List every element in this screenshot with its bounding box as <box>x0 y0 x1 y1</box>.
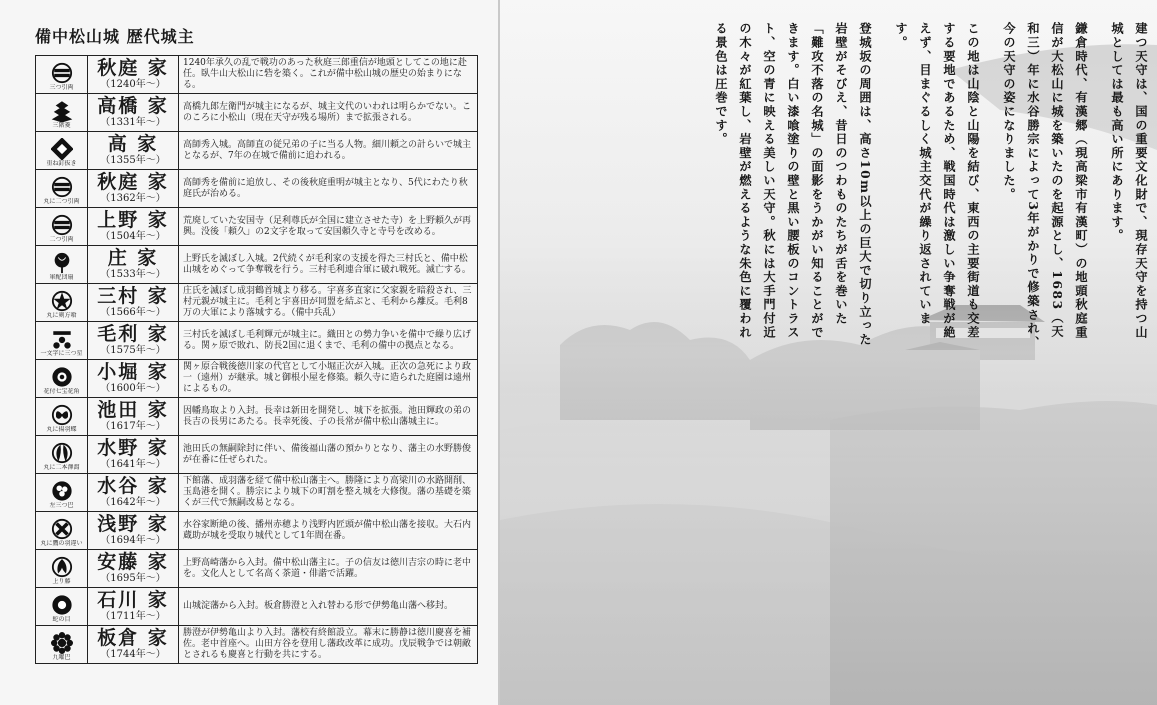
crest-cell <box>36 436 88 474</box>
clan-cell <box>88 246 179 284</box>
crest-cell <box>36 94 88 132</box>
clan-cell <box>88 94 179 132</box>
lord-row <box>36 436 478 474</box>
clan-cell <box>88 588 179 626</box>
kasane-kuginuki-crest <box>36 138 87 160</box>
start-year: （1617年〜） <box>100 421 166 432</box>
clan-name: 池田 家 <box>97 399 169 421</box>
start-year: （1533年〜） <box>100 269 166 280</box>
crest-cell <box>36 284 88 322</box>
maruni-takanohane-crest <box>36 518 87 540</box>
clan-name: 上野 家 <box>97 209 169 231</box>
lord-row <box>36 94 478 132</box>
crest-cell <box>36 322 88 360</box>
clan-name: 浅野 家 <box>97 513 169 535</box>
crest-name: 丸に二つ引両 <box>43 197 80 205</box>
crest-name: 重ね釘抜き <box>46 159 77 167</box>
lord-row <box>36 474 478 512</box>
clan-name: 板倉 家 <box>97 627 169 649</box>
description-paragraph: 建つ天守は、国の重要文化財で、現存天守を持つ山城としては最も高い所にあります。 <box>1110 22 1148 340</box>
start-year: （1694年〜） <box>100 535 166 546</box>
sangai-bishi-crest <box>36 100 87 122</box>
clan-name: 秋庭 家 <box>97 171 169 193</box>
lord-row <box>36 208 478 246</box>
crest-name: 丸に二本澤瀉 <box>43 463 80 471</box>
crest-name: 左三つ巴 <box>49 501 74 509</box>
clan-cell <box>88 170 179 208</box>
lord-row <box>36 246 478 284</box>
castle-description <box>697 22 1153 352</box>
lord-description: 関ヶ原合戦後徳川家の代官として小堀正次が入城。正次の急死により政一（遠州）が継承。城と御根小屋を修築。頼久寺に造られた庭園は遠州によるもの。 <box>179 360 478 398</box>
lord-row <box>36 588 478 626</box>
crest-name: 二つ引両 <box>49 235 74 243</box>
lord-description: 水谷家断絶の後、播州赤穂より浅野内匠頭が備中松山藩を接収。大石内蔵助が城を受取り城代として1年間在番。 <box>179 512 478 550</box>
crest-name: 丸に鷹の羽違い <box>40 539 83 547</box>
crest-name: 上り藤 <box>52 577 71 585</box>
crest-cell <box>36 360 88 398</box>
maruni-agehacho-crest <box>36 404 87 426</box>
crest-name: 丸に剣方喰 <box>46 311 77 319</box>
clan-name: 毛利 家 <box>97 323 169 345</box>
clan-name: 石川 家 <box>97 589 169 611</box>
lord-row <box>36 512 478 550</box>
crest-cell <box>36 588 88 626</box>
clan-cell <box>88 56 179 94</box>
crest-cell <box>36 474 88 512</box>
mitsu-hikiryo-crest <box>36 62 87 84</box>
lord-row <box>36 322 478 360</box>
clan-name: 秋庭 家 <box>97 57 169 79</box>
ichimonjini-mitsuboshi-crest <box>36 328 87 350</box>
crest-cell <box>36 246 88 284</box>
lord-description: 高師秀入城。高師直の従兄弟の子に当る人物。細川頼之の計らいで城主となるが、7年の在城で備前に追われる。 <box>179 132 478 170</box>
clan-cell <box>88 322 179 360</box>
lord-description: 高師秀を備前に追放し、その後秋庭重明が城主となり、5代にわたり秋庭氏が治める。 <box>179 170 478 208</box>
start-year: （1711年〜） <box>100 611 166 622</box>
clan-cell <box>88 474 179 512</box>
kuyodomoe-crest <box>36 632 87 654</box>
start-year: （1240年〜） <box>100 79 166 90</box>
lord-row <box>36 284 478 322</box>
lord-description: 池田氏の無嗣除封に伴い、備後福山藩の預かりとなり、藩主の水野勝俊が在番に任ぜられた。 <box>179 436 478 474</box>
start-year: （1362年〜） <box>100 193 166 204</box>
crest-cell <box>36 626 88 664</box>
futatsu-hikiryo-crest <box>36 214 87 236</box>
lord-description: 下館藩、成羽藩を経て備中松山藩主へ。勝隆により高梁川の水路開削、玉島港を開く。勝宗により城下の町割を整え城を大修復。藩の基礎を築くが三代で無嗣改易となる。 <box>179 474 478 512</box>
janome-crest <box>36 594 87 616</box>
start-year: （1641年〜） <box>100 459 166 470</box>
lord-row <box>36 626 478 664</box>
crest-cell <box>36 398 88 436</box>
lord-description: 因幡鳥取より入封。長幸は新田を開発し、城下を拡張。池田輝政の弟の長吉の長男にあたる。長幸死後、子の長常が備中松山藩城主に。 <box>179 398 478 436</box>
lord-row <box>36 550 478 588</box>
crest-cell <box>36 132 88 170</box>
page-title: 備中松山城 歴代城主 <box>35 27 195 46</box>
start-year: （1504年〜） <box>100 231 166 242</box>
lord-description: 勝澄が伊勢亀山より入封。藩校有終館設立。幕末に勝静は徳川慶喜を補佐。老中首座へ。山田方谷を登用し藩政改革に成功。戊辰戦争では朝敵とされるも慶喜と行動を共にする。 <box>179 626 478 664</box>
clan-cell <box>88 132 179 170</box>
lords-table <box>35 55 478 664</box>
start-year: （1355年〜） <box>100 155 166 166</box>
lord-row <box>36 132 478 170</box>
crest-cell <box>36 208 88 246</box>
start-year: （1600年〜） <box>100 383 166 394</box>
clan-name: 高 家 <box>107 133 159 155</box>
maruni-futatsu-hikiryo-crest <box>36 176 87 198</box>
start-year: （1331年〜） <box>100 117 166 128</box>
clan-cell <box>88 436 179 474</box>
clan-name: 高橋 家 <box>97 95 169 117</box>
crest-name: 九曜巴 <box>52 653 71 661</box>
lord-row <box>36 56 478 94</box>
hidari-mitsudomoe-crest <box>36 480 87 502</box>
crest-name: 三階菱 <box>52 121 71 129</box>
start-year: （1695年〜） <box>100 573 166 584</box>
description-paragraph: この地は山陰と山陽を結び、東西の主要街道も交差する要地であるため、戦国時代は激しい争奪戦が絶えず、目まぐるしく城主交代が繰り返されています。 <box>894 22 980 340</box>
lord-description: 1240年承久の乱で戦功のあった秋庭三郎重信が地頭としてこの地に赴任。臥牛山大松山に砦を築く。これが備中松山城の歴史の始まりになる。 <box>179 56 478 94</box>
lord-description: 高橋九郎左衛門が城主になるが、城主文代のいわれは明らかでない。このころに小松山（現在天守が残る場所）まで拡張される。 <box>179 94 478 132</box>
clan-cell <box>88 512 179 550</box>
clan-name: 小堀 家 <box>97 361 169 383</box>
description-paragraph: 鎌倉時代、有漢郷（現高梁市有漢町）の地頭秋庭重信が大松山に城を築いたのを起源とし、1683（天和三）年に水谷勝宗によって3年がかりで修築され、今の天守の姿になりました。 <box>1002 22 1088 350</box>
maruni-kenkatabami-crest <box>36 290 87 312</box>
crest-name: 三つ引両 <box>49 83 74 91</box>
crest-name: 一文字に三つ星 <box>40 349 83 357</box>
clan-cell <box>88 360 179 398</box>
clan-name: 庄 家 <box>107 247 159 269</box>
start-year: （1575年〜） <box>100 345 166 356</box>
clan-name: 安藤 家 <box>97 551 169 573</box>
agarifuji-crest <box>36 556 87 578</box>
gunbai-uchiwa-crest <box>36 252 87 274</box>
lord-description: 上野高崎藩から入封。備中松山藩主に。子の信友は徳川吉宗の時に老中を。文化人として名高く茶道・俳諧で活躍。 <box>179 550 478 588</box>
hanatsuki-shichiyo-crest <box>36 366 87 388</box>
crest-cell <box>36 550 88 588</box>
clan-cell <box>88 626 179 664</box>
lord-description: 山城淀藩から入封。板倉勝澄と入れ替わる形で伊勢亀山藩へ移封。 <box>179 588 478 626</box>
right-page <box>500 0 1157 705</box>
clan-name: 水谷 家 <box>97 475 169 497</box>
clan-name: 水野 家 <box>97 437 169 459</box>
lord-row <box>36 398 478 436</box>
crest-cell <box>36 56 88 94</box>
clan-cell <box>88 550 179 588</box>
start-year: （1744年〜） <box>100 649 166 660</box>
crest-name: 丸に揚羽蝶 <box>46 425 77 433</box>
left-page <box>0 0 498 705</box>
lord-row <box>36 360 478 398</box>
clan-name: 三村 家 <box>97 285 169 307</box>
crest-name: 花付七宝花角 <box>43 387 80 395</box>
crest-cell <box>36 170 88 208</box>
lord-description: 荒廃していた安国寺（足利尊氏が全国に建立させた寺）を上野頼久が再興。没後「頼久」の2文字を取って安国頼久寺と寺号を改める。 <box>179 208 478 246</box>
lord-description: 上野氏を滅ぼし入城。2代続くが毛利家の支援を得た三村氏と、備中松山城をめぐって争奪戦を行う。三村毛利連合軍に破れ戦死。滅亡する。 <box>179 246 478 284</box>
crest-name: 蛇の目 <box>52 615 71 623</box>
start-year: （1566年〜） <box>100 307 166 318</box>
description-paragraph: 登城坂の周囲は、高さ10m以上の巨大で切り立った岩壁がそびえ、昔日のつわものたちが舌を巻いた「難攻不落の名城」の面影をうかがい知ることができます。白い漆喰塗りの壁と黒い腰板のコントラスト、空の青に映える美しい天守。秋には大手門付近の木々が紅葉し、岩壁が燃えるような朱色に覆われる景色は圧巻です。 <box>714 22 872 347</box>
maruni-omodaka-crest <box>36 442 87 464</box>
lord-row <box>36 170 478 208</box>
clan-cell <box>88 284 179 322</box>
clan-cell <box>88 208 179 246</box>
lord-description: 庄氏を滅ぼし成羽鶴首城より移る。宇喜多直家に父家親を暗殺され、三村元親が城主に。毛利と宇喜田が同盟を結ぶと、毛利から離反。毛利8万の大軍により落城する。（備中兵乱） <box>179 284 478 322</box>
crest-cell <box>36 512 88 550</box>
crest-name: 軍配団扇 <box>49 273 74 281</box>
clan-cell <box>88 398 179 436</box>
start-year: （1642年〜） <box>100 497 166 508</box>
lord-description: 三村氏を滅ぼし毛利輝元が城主に。織田との勢力争いを備中で繰り広げる。関ヶ原で敗れ、防長2国に退くまで、毛利の備中の拠点となる。 <box>179 322 478 360</box>
